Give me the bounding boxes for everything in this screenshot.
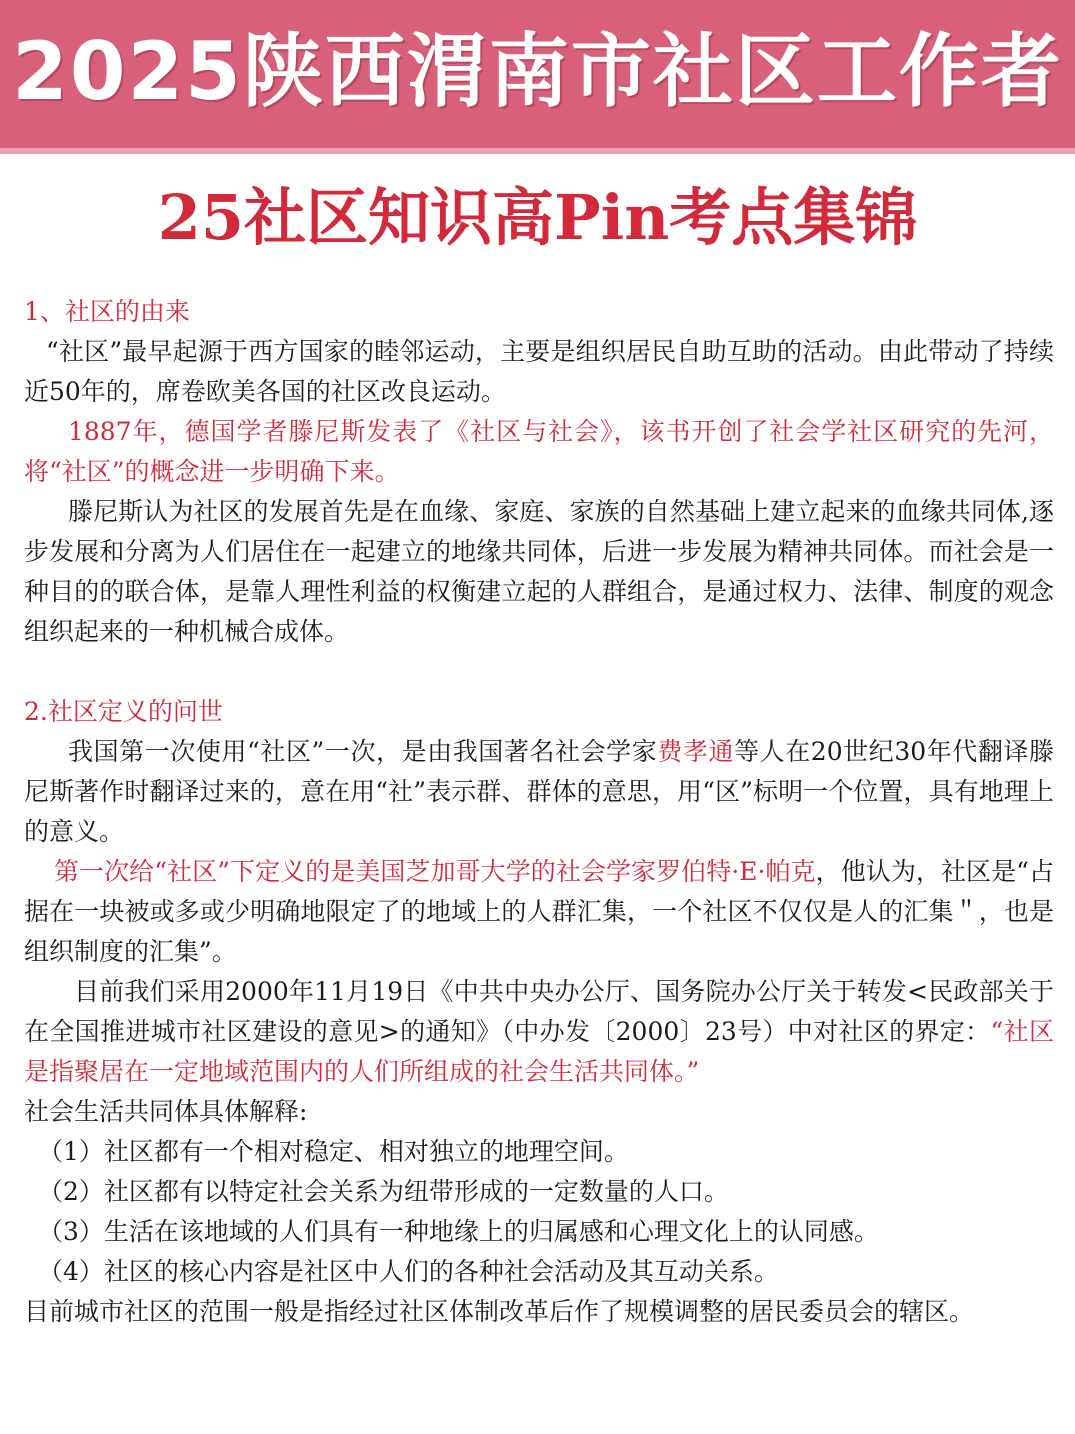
section-1-paragraph-1: “社区”最早起源于西方国家的睦邻运动，主要是组织居民自助互助的活动。由此带动了持续近50年的，席卷欧美各国的社区改良运动。 (24, 337, 1054, 406)
section-gap (24, 652, 1054, 692)
section-2-paragraph-1 (24, 732, 1054, 852)
section-2-paragraph-2 (24, 852, 1054, 972)
list-item: （3）生活在该地域的人们具有一种地缘上的归属感和心理文化上的认同感。 (38, 1217, 879, 1246)
paragraph-text: 等人在20世纪30年代翻译滕尼斯著作时翻译过来的，意在用“社”表示群、群体的意思，用“区”标明一个位置，具有地理上的意义。 (24, 737, 1054, 846)
paragraph-text: ，他认为，社区是“占据在一块被或多或少明确地限定了的地域上的人群汇集，一个社区不仅仅是人的汇集＂，也是组织制度的汇集”。 (24, 857, 1054, 966)
definition-highlight: 第一次给“社区”下定义的是美国芝加哥大学的社会学家罗伯特·E·帕克 (54, 857, 816, 886)
paragraph-text: 目前我们采用2000年11月19日《中共中央办公厅、国务院办公厅关于转发<民政部关于在全国推进城市社区建设的意见>的通知》（中办发〔2000〕23号）中对社区的界定： (24, 977, 1054, 1046)
section-2-paragraph-3 (24, 972, 1054, 1092)
closing-paragraph: 目前城市社区的范围一般是指经过社区体制改革后作了规模调整的居民委员会的辖区。 (24, 1297, 975, 1326)
sociologist-name: 费孝通 (657, 737, 735, 766)
list-item: （1）社区都有一个相对稳定、相对独立的地理空间。 (38, 1137, 629, 1166)
section-1-heading: 1、社区的由来 (24, 297, 190, 326)
section-1-paragraph-2: 1887年，德国学者滕尼斯发表了《社区与社会》，该书开创了社会学社区研究的先河，将“社区”的概念进一步明确下来。 (24, 417, 1054, 486)
article-body (24, 292, 1054, 1332)
definition-quote: “社区是指聚居在一定地域范围内的人们所组成的社会生活共同体。” (24, 1017, 1054, 1086)
section-2-heading: 2.社区定义的问世 (24, 697, 223, 726)
list-item: （2）社区都有以特定社会关系为纽带形成的一定数量的人口。 (38, 1177, 729, 1206)
page-title: 2025陕西渭南市社区工作者 (12, 25, 1063, 118)
section-1-paragraph-3: 滕尼斯认为社区的发展首先是在血缘、家庭、家族的自然基础上建立起来的血缘共同体,逐步发展和分离为人们居住在一起建立的地缘共同体，后进一步发展为精神共同体。而社会是一种目的的联合体，是靠人理性利益的权衡建立起的人群组合，是通过权力、法律、制度的观念组织起来的一种机械合成体。 (24, 497, 1054, 646)
banner-divider (0, 148, 1075, 154)
page-subtitle: 25社区知识高Pin考点集锦 (157, 181, 918, 254)
explanation-heading: 社会生活共同体具体解释: (24, 1097, 308, 1126)
list-item: （4）社区的核心内容是社区中人们的各种社会活动及其互动关系。 (38, 1257, 779, 1286)
paragraph-text: 我国第一次使用“社区”一次，是由我国著名社会学家 (68, 737, 658, 766)
